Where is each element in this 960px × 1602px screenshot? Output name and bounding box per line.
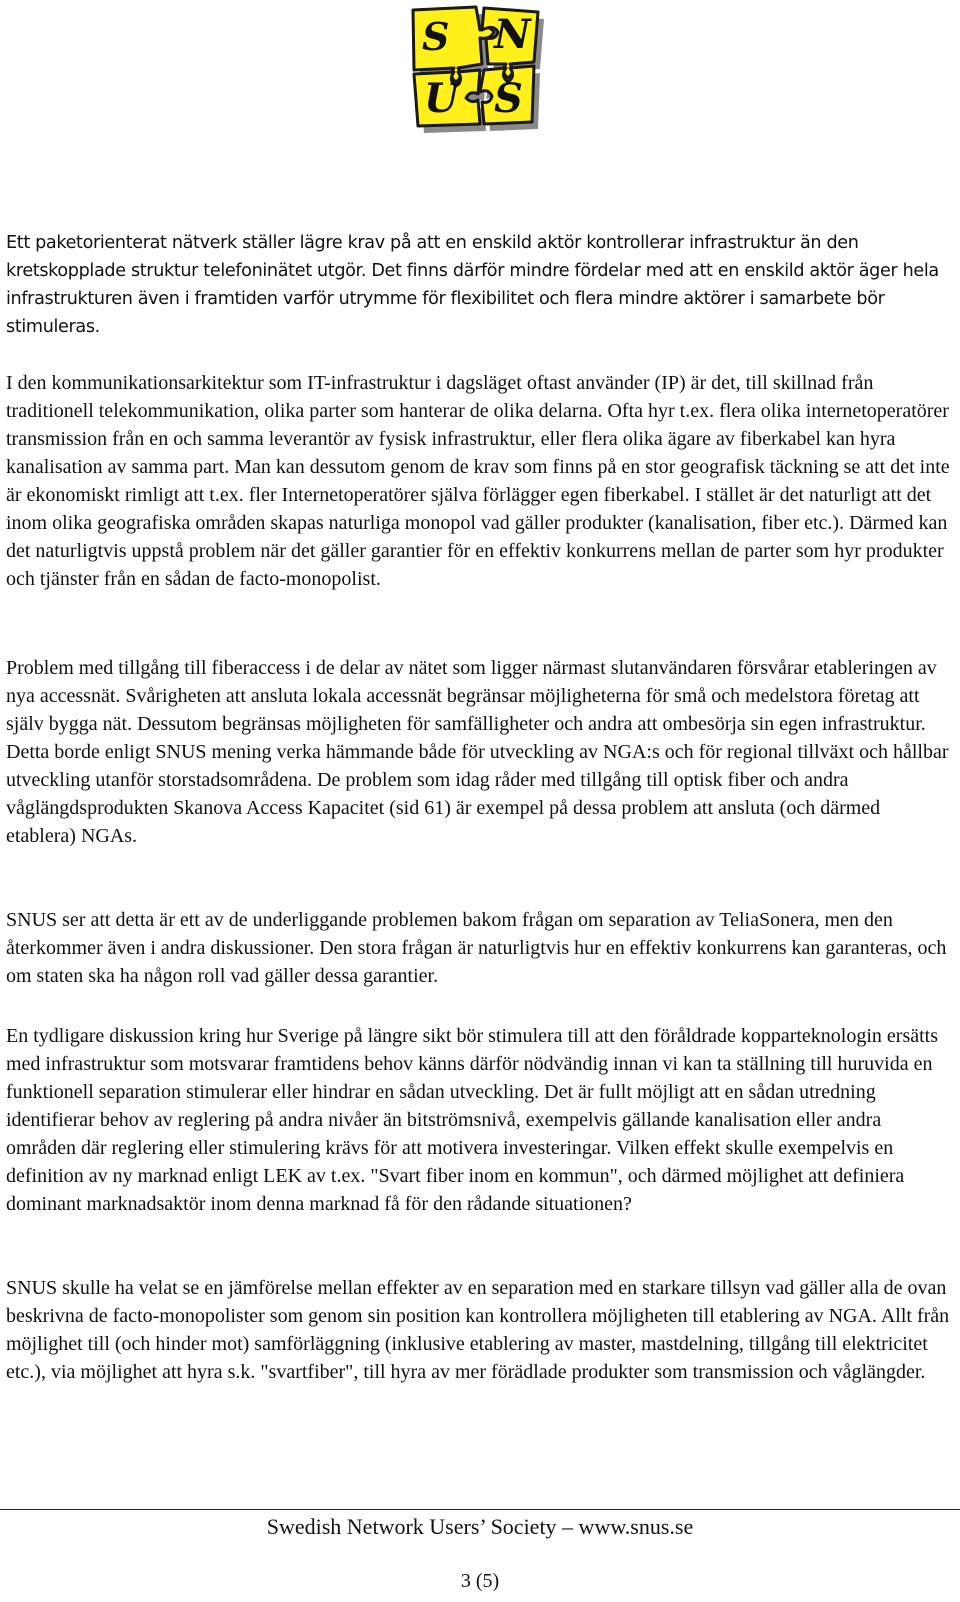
page-number: 3 (5)	[460, 1570, 500, 1592]
logo-letter-s1: S	[422, 14, 450, 59]
paragraph-3: Problem med tillgång till fiberaccess i de delar av nätet som ligger närmast slutanvändaren försvårar etableringen av nya accessnät. Svårigheten att ansluta lokala accessnät begränsar möjligheterna för små och medelstora företag att själv bygga nät. Dessutom begränsas möjligheten för samfälligheter och andra att ombesörja sin egen infrastruktur. Detta borde enligt SNUS mening verka hämmande både för utveckling av NGA:s och för regional tillväxt och hållbar utveckling utanför storstadsområdena. De problem som idag råder med tillgång till optisk fiber och andra våglängdsprodukten Skanova Access Kapacitet (sid 61) är exempel på dessa problem att ansluta (och därmed etablera) NGAs.	[6, 657, 949, 847]
logo-letter-n: N	[494, 11, 531, 58]
paragraph-5: En tydligare diskussion kring hur Sverige på längre sikt bör stimulera till att den föråldrade kopparteknologin ersätts med infrastruktur som motsvarar framtidens behov känns därför nödvändig innan vi kan ta ställning till huruvida en funktionell separation stimulerar eller hindrar en sådan utveckling. Det är fullt möjligt att en sådan utredning identifierar behov av reglering på andra nivåer än bitströmsnivå, exempelvis gällande kanalisation eller andra områden där reglering eller stimulering krävs för att motivera investeringar. Vilken effekt skulle exempelvis en definition av ny marknad enligt LEK av t.ex. "Svart fiber inom en kommun", och därmed möjlighet att definiera dominant marknadsaktör inom denna marknad få för den rådande situationen?	[6, 1025, 939, 1215]
paragraph-2: I den kommunikationsarkitektur som IT-infrastruktur i dagsläget oftast använder (IP) är det, till skillnad från traditionell telekommunikation, olika parter som hanterar de olika delarna. Ofta hyr t.ex. flera olika internetoperatörer transmission från en och samma leverantör av fysisk infrastruktur, eller flera olika ägare av fiberkabel kan hyra kanalisation av samma part. Man kan dessutom genom de krav som finns på en stor geografisk täckning se att det inte är ekonomiskt rimligt att t.ex. fler Internetoperatörer själva förlägger egen fiberkabel. I stället är det naturligt att det inom olika geografiska områden skapas naturliga monopol vad gäller produkter (kanalisation, fiber etc.). Därmed kan det naturligtvis uppstå problem när det gäller garantier för en effektiv konkurrens mellan de parter som hyr produkter och tjänster från en sådan de facto-monopolist.	[6, 372, 950, 590]
footer-title: Swedish Network Users’ Society – www.snus.se	[266, 1514, 694, 1539]
logo-letter-s2: S	[494, 75, 523, 122]
paragraph-4: SNUS ser att detta är ett av de underliggande problemen bakom frågan om separation av TeliaSonera, men den återkommer även i andra diskussioner. Den stora frågan är naturligtvis hur en effektiv konkurrens kan garanteras, och om staten ska ha någon roll vad gäller dessa garantier.	[6, 909, 947, 987]
paragraph-6: SNUS skulle ha velat se en jämförelse mellan effekter av en separation med en starkare tillsyn vad gäller alla de ovan beskrivna de facto-monopolister som genom sin position kan kontrollera möjligheten till etablering av NGA. Allt från möjlighet till (och hinder mot) samförläggning (inklusive etablering av master, mastdelning, tillgång till elektricitet etc.), via möjlighet att hyra s.k. "svartfiber", till hyra av mer förädlade produkter som transmission och våglängder.	[6, 1277, 950, 1383]
snus-logo	[410, 4, 552, 134]
logo-letter-u: U	[424, 75, 459, 122]
footer-divider	[0, 1509, 960, 1510]
paragraph-1: Ett paketorienterat nätverk ställer lägre krav på att en enskild aktör kontrollerar infrastruktur än den kretskopplade struktur telefoninätet utgör. Det finns därför mindre fördelar med att en enskild aktör äger hela infrastrukturen även i framtiden varför utrymme för flexibilitet och flera mindre aktörer i samarbete bör stimuleras.	[6, 233, 939, 337]
